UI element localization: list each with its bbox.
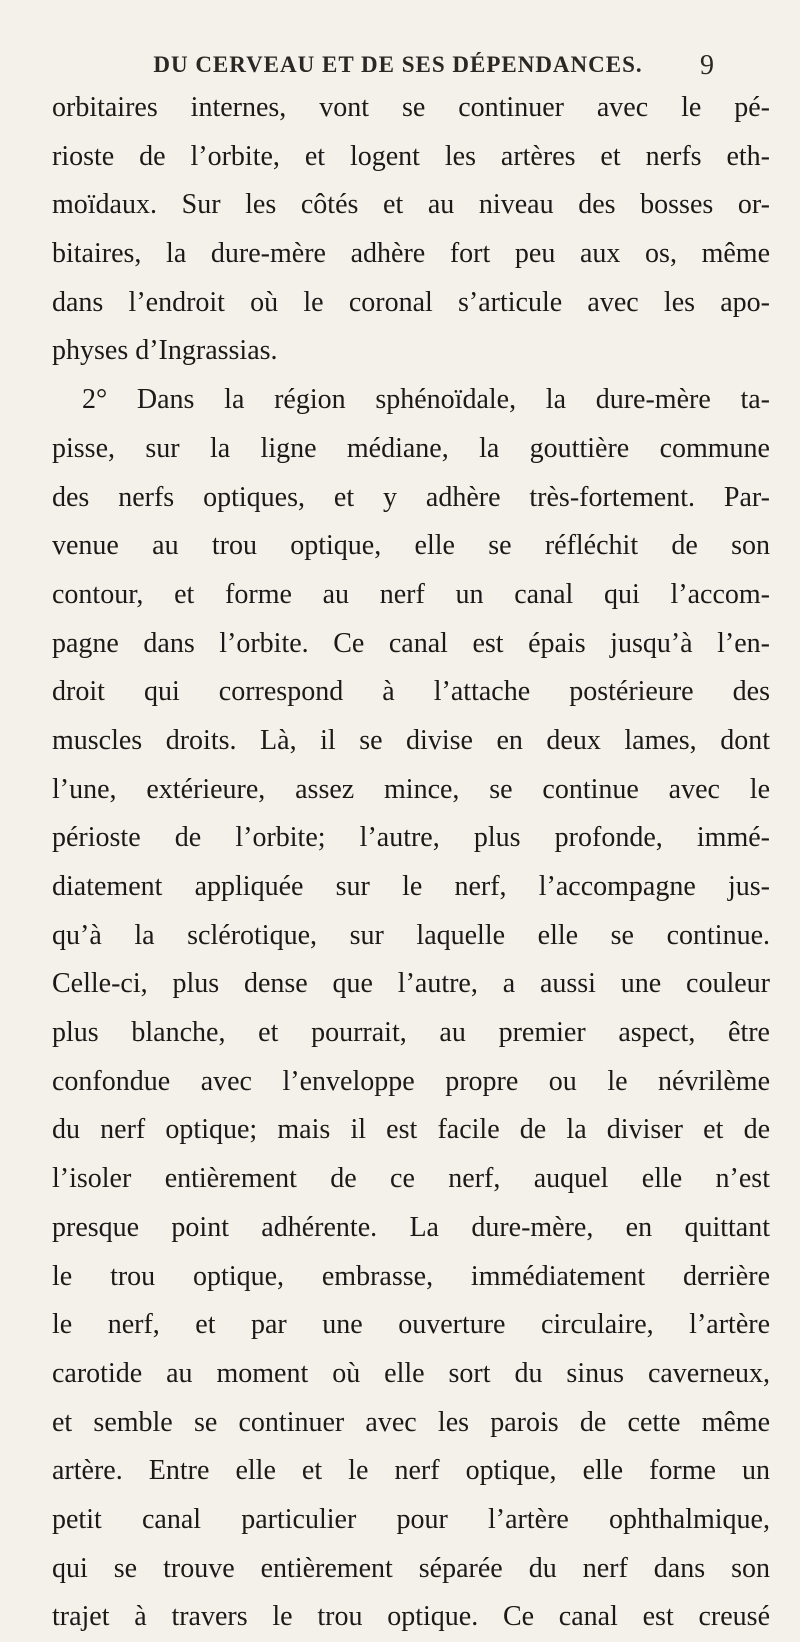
text-line: pagne dans l’orbite. Ce canal est épais jusqu’à l’en- <box>52 627 770 659</box>
running-title: DU CERVEAU ET DE SES DÉPENDANCES. <box>153 52 643 77</box>
text-line: l’une, extérieure, assez mince, se continue avec le <box>52 773 770 805</box>
text-line: contour, et forme au nerf un canal qui l’accom- <box>52 578 770 610</box>
text-line: dans l’endroit où le coronal s’articule avec les apo- <box>52 286 770 318</box>
text-line: trajet à travers le trou optique. Ce canal est creusé <box>52 1601 770 1633</box>
text-line: artère. Entre elle et le nerf optique, elle forme un <box>52 1455 770 1487</box>
text-line: muscles droits. Là, il se divise en deux lames, dont <box>52 724 770 756</box>
text-line: du nerf optique; mais il est facile de la diviser et de <box>52 1114 770 1146</box>
text-line: petit canal particulier pour l’artère ophthalmique, <box>52 1503 770 1535</box>
text-line: le nerf, et par une ouverture circulaire, l’artère <box>52 1309 770 1341</box>
text-line: diatement appliquée sur le nerf, l’accompagne jus- <box>52 871 770 902</box>
text-line: pisse, sur la ligne médiane, la gouttière commune <box>52 432 770 464</box>
text-line: qui se trouve entièrement séparée du nerf dans son <box>52 1552 770 1584</box>
text-line: physes d’Ingrassias. <box>52 335 278 367</box>
text-line: l’isoler entièrement de ce nerf, auquel elle n’est <box>52 1163 770 1195</box>
text-line: des nerfs optiques, et y adhère très-fortement. Par- <box>52 481 770 513</box>
text-line: 2° Dans la région sphénoïdale, la dure-mère ta- <box>82 384 770 416</box>
text-line: Celle-ci, plus dense que l’autre, a aussi une couleur <box>52 968 770 1000</box>
text-line: moïdaux. Sur les côtés et au niveau des bosses or- <box>52 189 770 221</box>
text-line: qu’à la sclérotique, sur laquelle elle se continue. <box>52 919 770 951</box>
body-text <box>52 84 770 1642</box>
text-line: le trou optique, embrasse, immédiatement derrière <box>52 1260 770 1292</box>
text-line: périoste de l’orbite; l’autre, plus profonde, immé- <box>52 822 770 854</box>
text-line: presque point adhérente. La dure-mère, en quittant <box>52 1211 770 1243</box>
text-line: plus blanche, et pourrait, au premier aspect, être <box>52 1017 770 1049</box>
text-line: orbitaires internes, vont se continuer avec le pé- <box>52 92 770 123</box>
text-line: venue au trou optique, elle se réfléchit de son <box>52 530 770 562</box>
text-line: rioste de l’orbite, et logent les artères et nerfs eth- <box>52 140 770 172</box>
text-line: et semble se continuer avec les parois de cette même <box>52 1406 770 1438</box>
text-line: bitaires, la dure-mère adhère fort peu aux os, même <box>52 238 770 270</box>
page-number: 9 <box>700 50 714 81</box>
text-line: confondue avec l’enveloppe propre ou le névrilème <box>52 1065 770 1097</box>
text-line: droit qui correspond à l’attache postérieure des <box>52 676 770 708</box>
text-line: carotide au moment où elle sort du sinus caverneux, <box>52 1357 770 1389</box>
